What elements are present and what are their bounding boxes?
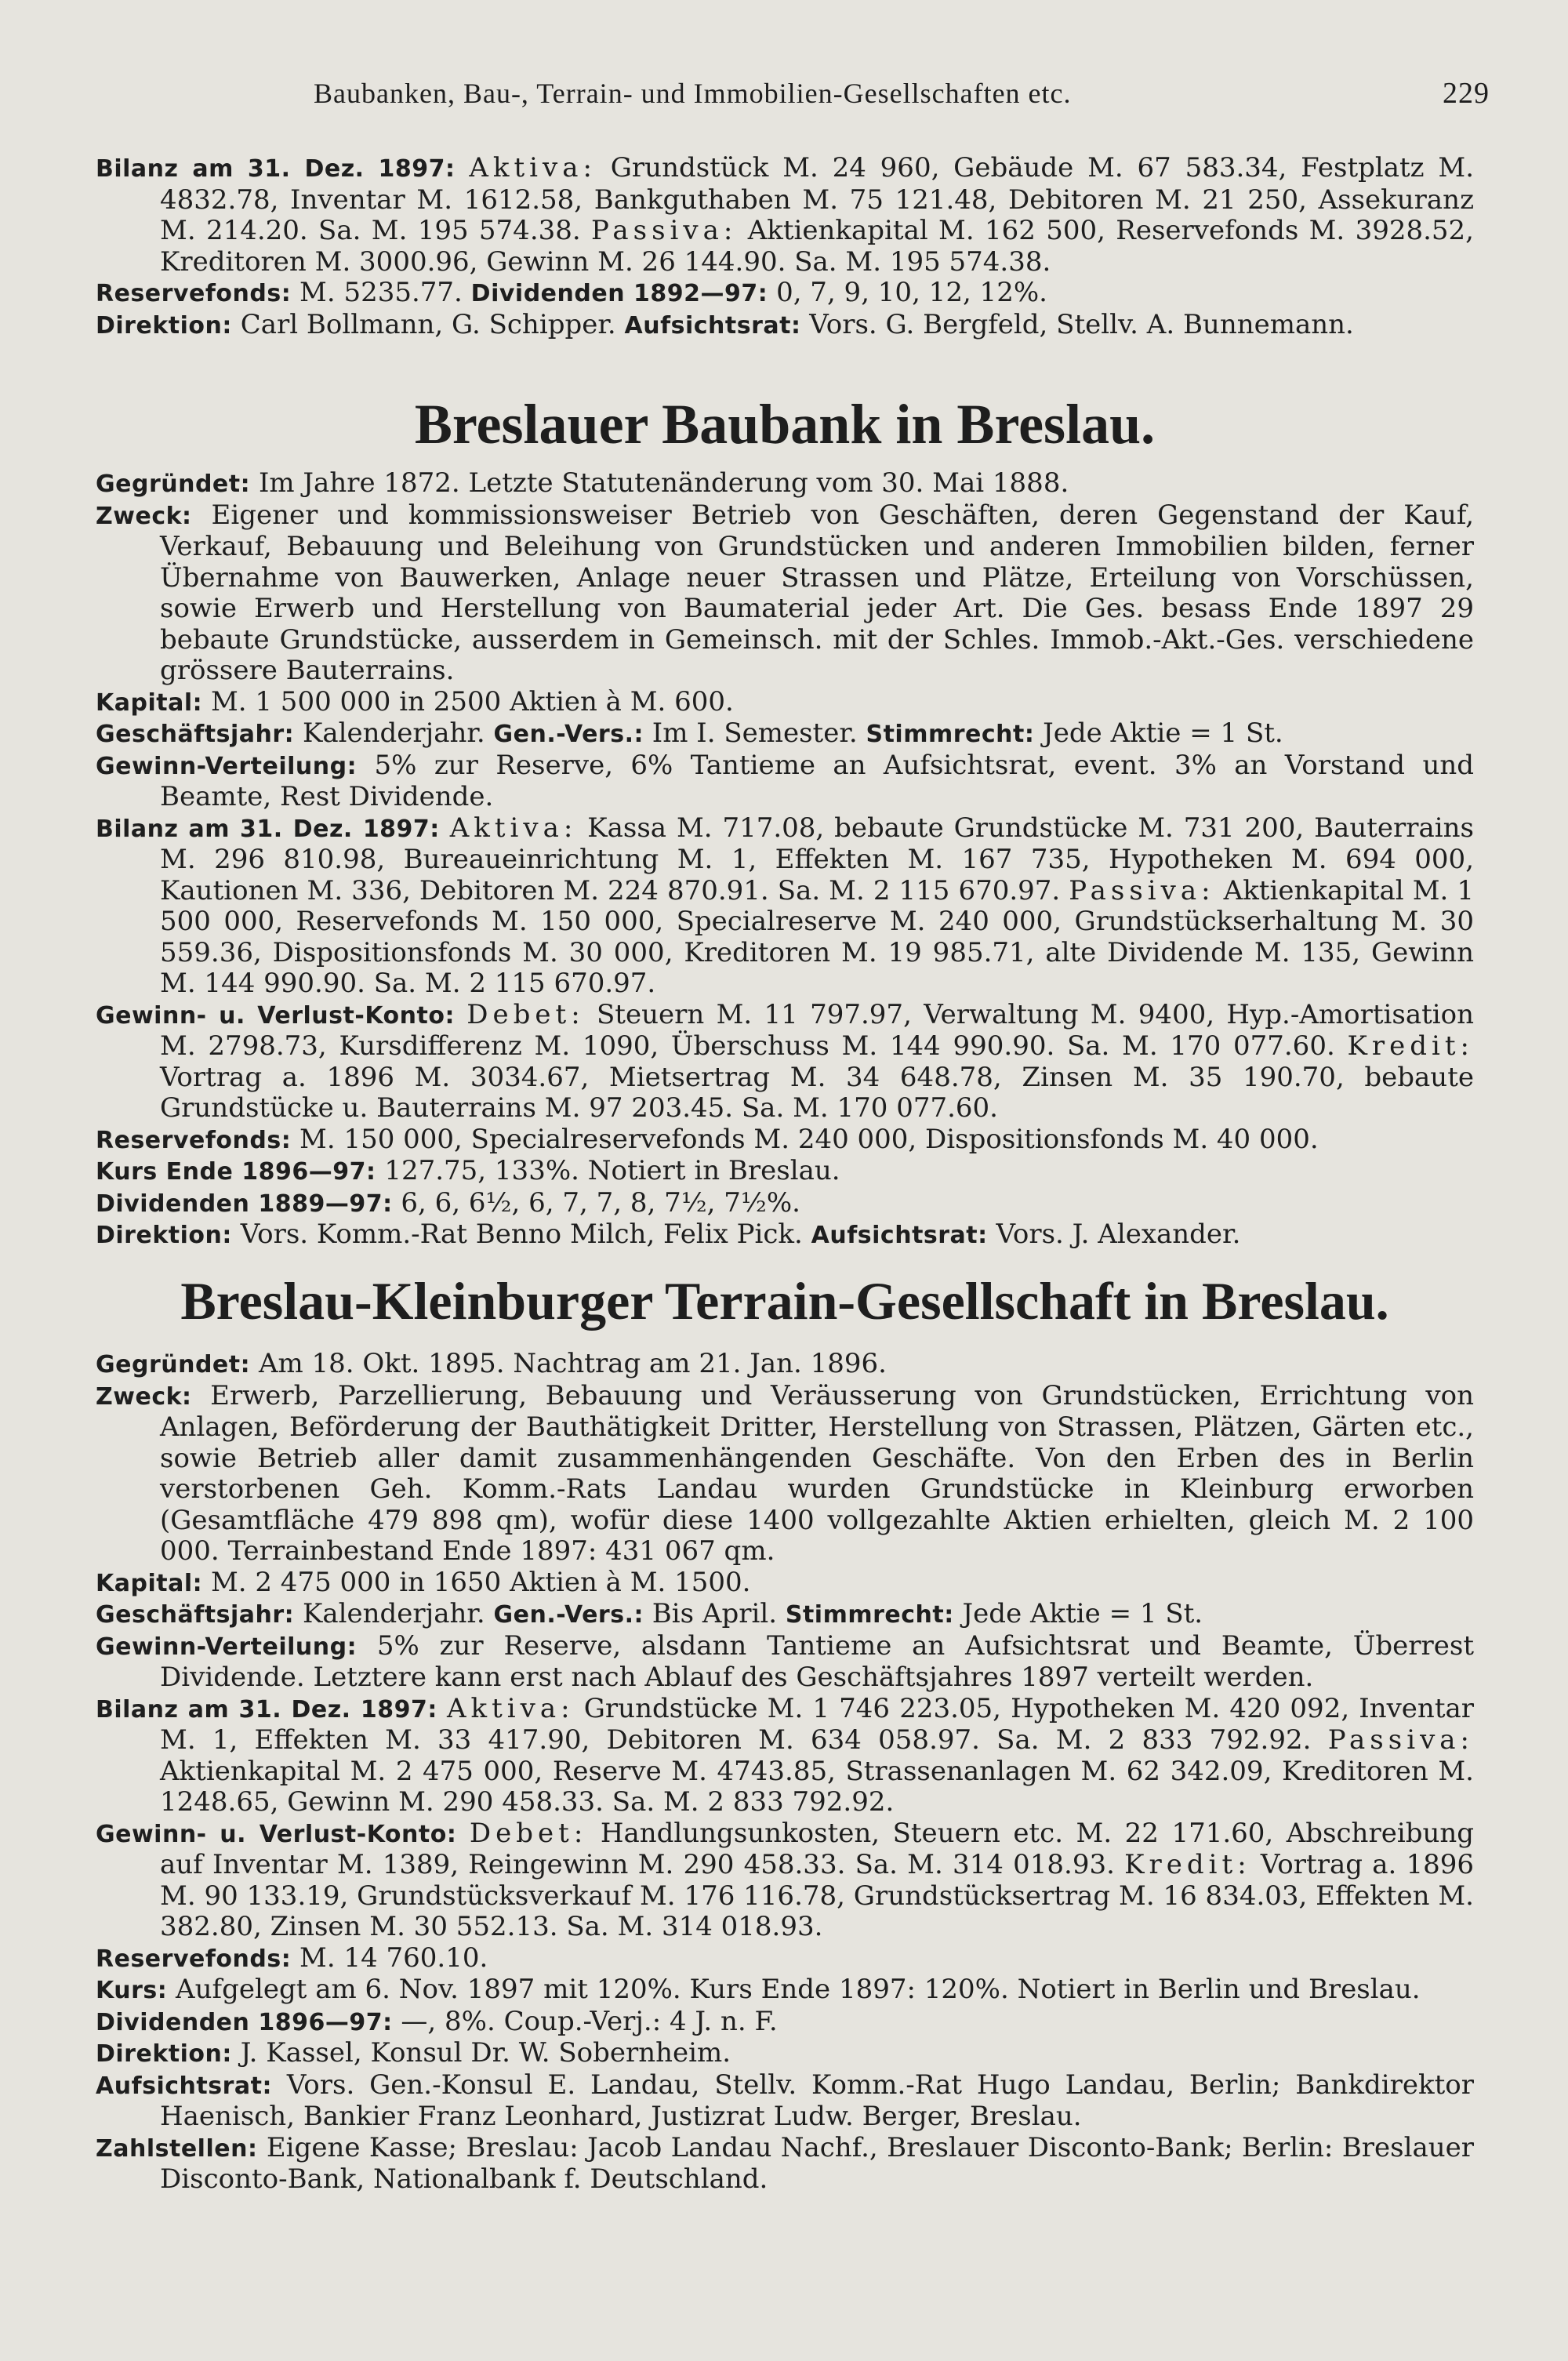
guv-entry: Gewinn- u. Verlust-Konto: Debet: Handlungsunkosten, Steuern etc. M. 22 171.60, Abschreibung auf Inventar M. 1389, Reingewinn M. 290 458.33. Sa. M. 314 018.93. Kredit: Vortrag a. 1896 M. 90 133.19, Grundstücksverkauf M. 176 116.78, Grundstücksertrag M. 16 834.03, Effekten M. 382.80, Zinsen M. 30 552.13. Sa. M. 314 018.93.	[96, 1817, 1475, 1942]
kurs-entry: Kurs Ende 1896—97: 127.75, 133%. Notiert in Breslau.	[96, 1155, 840, 1186]
reserve-entry: Reservefonds: M. 5235.77. Dividenden 1892—97: 0, 7, 9, 10, 12, 12%.	[96, 277, 1047, 308]
bilanz-entry: Bilanz am 31. Dez. 1897: Aktiva: Grundstück M. 24 960, Gebäude M. 67 583.34, Festplatz M. 4832.78, Inventar M. 1612.58, Bankguthaben M. 75 121.48, Debitoren M. 21 250, Assekuranz M. 214.20. Sa. M. 195 574.38. Passiva: Aktienkapital M. 162 500, Reservefonds M. 3928.52, Kreditoren M. 3000.96, Gewinn M. 26 144.90. Sa. M. 195 574.38.	[96, 152, 1475, 278]
company-kleinburger	[96, 1349, 1474, 2196]
kapital-entry: Kapital: M. 2 475 000 in 1650 Aktien à M. 1500.	[96, 1566, 751, 1598]
zweck-entry: Zweck: Erwerb, Parzellierung, Bebauung und Veräusserung von Grundstücken, Errichtung von Anlagen, Beförderung der Bauthätigkeit Dritter, Herstellung von Strassen, Plätzen, Gärten etc., sowie Betrieb aller damit zusammenhängenden Geschäfte. Von den Erben des in Berlin verstorbenen Geh. Komm.-Rats Landau wurden Grundstücke in Kleinburg erworben (Gesamtfläche 479 898 qm), wofür diese 1400 vollgezahlte Aktien erhielten, gleich M. 2 100 000. Terrainbestand Ende 1897: 431 067 qm.	[96, 1379, 1475, 1567]
zweck-entry: Zweck: Eigener und kommissionsweiser Betrieb von Geschäften, deren Gegenstand der Kauf, Verkauf, Bebauung und Beleihung von Grundstücken und anderen Immobilien bilden, ferner Übernahme von Bauwerken, Anlage neuer Strassen und Plätze, Erteilung von Vorschüssen, sowie Erwerb und Herstellung von Baumaterial jeder Art. Die Ges. besass Ende 1897 29 bebaute Grundstücke, ausserdem in Gemeinsch. mit der Schles. Immob.-Akt.-Ges. verschiedene grössere Bauterrains.	[96, 499, 1474, 686]
kurs-entry: Kurs: Aufgelegt am 6. Nov. 1897 mit 120%. Kurs Ende 1897: 120%. Notiert in Berlin und Breslau.	[96, 1974, 1421, 2005]
previous-company-tail	[96, 153, 1474, 341]
dividenden-entry: Dividenden 1889—97: 6, 6, 6½, 6, 7, 7, 8, 7½, 7½%.	[96, 1186, 800, 1219]
company-heading-baubank: Breslauer Baubank in Breslau.	[414, 393, 1156, 456]
gegruendet-entry: Gegründet: Am 18. Okt. 1895. Nachtrag am 21. Jan. 1896.	[96, 1348, 887, 1379]
geschaeftsjahr-entry: Geschäftsjahr: Kalenderjahr. Gen.-Vers.: Im I. Semester. Stimmrecht: Jede Aktie = 1 St.	[96, 717, 1283, 749]
reserve-entry: Reservefonds: M. 150 000, Specialreservefonds M. 240 000, Dispositionsfonds M. 40 000.	[96, 1123, 1319, 1155]
direktion-entry: Direktion: J. Kassel, Konsul Dr. W. Sobernheim.	[96, 2037, 731, 2069]
bilanz-entry: Bilanz am 31. Dez. 1897: Aktiva: Kassa M. 717.08, bebaute Grundstücke M. 731 200, Bauterrains M. 296 810.98, Bureaueinrichtung M. 1, Effekten M. 167 735, Hypotheken M. 694 000, Kautionen M. 336, Debitoren M. 224 870.91. Sa. M. 2 115 670.97. Passiva: Aktienkapital M. 1 500 000, Reservefonds M. 150 000, Specialreserve M. 240 000, Grundstückserhaltung M. 30 559.36, Dispositionsfonds M. 30 000, Kreditoren M. 19 985.71, alte Dividende M. 135, Gewinn M. 144 990.90. Sa. M. 2 115 670.97.	[96, 812, 1475, 999]
aufsichtsrat-entry: Aufsichtsrat: Vors. Gen.-Konsul E. Landau, Stellv. Komm.-Rat Hugo Landau, Berlin; Bankdirektor Haenisch, Bankier Franz Leonhard, Justizrat Ludw. Berger, Breslau.	[96, 2069, 1474, 2132]
header-title: Baubanken, Bau-, Terrain- und Immobilien-Gesellschaften etc.	[314, 78, 1072, 109]
bilanz-entry: Bilanz am 31. Dez. 1897: Aktiva: Grundstücke M. 1 746 223.05, Hypotheken M. 420 092, Inventar M. 1, Effekten M. 33 417.90, Debitoren M. 634 058.97. Sa. M. 2 833 792.92. Passiva: Aktienkapital M. 2 475 000, Reserve M. 4743.85, Strassenanlagen M. 62 342.09, Kreditoren M. 1248.65, Gewinn M. 290 458.33. Sa. M. 2 833 792.92.	[96, 1692, 1475, 1818]
geschaeftsjahr-entry: Geschäftsjahr: Kalenderjahr. Gen.-Vers.: Bis April. Stimmrecht: Jede Aktie = 1 St.	[96, 1598, 1203, 1629]
page-number: 229	[1443, 77, 1490, 110]
direktion-entry: Direktion: Carl Bollmann, G. Schipper. Aufsichtsrat: Vors. G. Bergfeld, Stellv. A. Bunnemann.	[96, 308, 1354, 340]
zahlstellen-entry: Zahlstellen: Eigene Kasse; Breslau: Jacob Landau Nachf., Breslauer Disconto-Bank; Berlin: Breslauer Disconto-Bank, Nationalbank f. Deutschland.	[96, 2131, 1474, 2195]
company-baubank	[96, 468, 1474, 1251]
dividenden-entry: Dividenden 1896—97: —, 8%. Coup.-Verj.: 4 J. n. F.	[96, 2005, 778, 2037]
company-heading-kleinburger: Breslau-Kleinburger Terrain-Gesellschaft in Breslau.	[180, 1271, 1389, 1331]
gewinn-verteilung-entry: Gewinn-Verteilung: 5% zur Reserve, 6% Tantieme an Aufsichtsrat, event. 3% an Vorstand und Beamte, Rest Dividende.	[96, 749, 1475, 812]
gewinn-verteilung-entry: Gewinn-Verteilung: 5% zur Reserve, alsdann Tantieme an Aufsichtsrat und Beamte, Überrest Dividende. Letztere kann erst nach Ablauf des Geschäftsjahres 1897 verteilt werden.	[96, 1629, 1474, 1693]
reserve-entry: Reservefonds: M. 14 760.10.	[96, 1941, 488, 1974]
guv-entry: Gewinn- u. Verlust-Konto: Debet: Steuern M. 11 797.97, Verwaltung M. 9400, Hyp.-Amortisation M. 2798.73, Kursdifferenz M. 1090, Überschuss M. 144 990.90. Sa. M. 170 077.60. Kredit: Vortrag a. 1896 M. 3034.67, Mietsertrag M. 34 648.78, Zinsen M. 35 190.70, bebaute Grundstücke u. Bauterrains M. 97 203.45. Sa. M. 170 077.60.	[96, 998, 1475, 1124]
gegruendet-entry: Gegründet: Im Jahre 1872. Letzte Statutenänderung vom 30. Mai 1888.	[96, 467, 1069, 499]
kapital-entry: Kapital: M. 1 500 000 in 2500 Aktien à M. 600.	[96, 685, 734, 717]
direktion-entry: Direktion: Vors. Komm.-Rat Benno Milch, Felix Pick. Aufsichtsrat: Vors. J. Alexander.	[96, 1219, 1241, 1250]
